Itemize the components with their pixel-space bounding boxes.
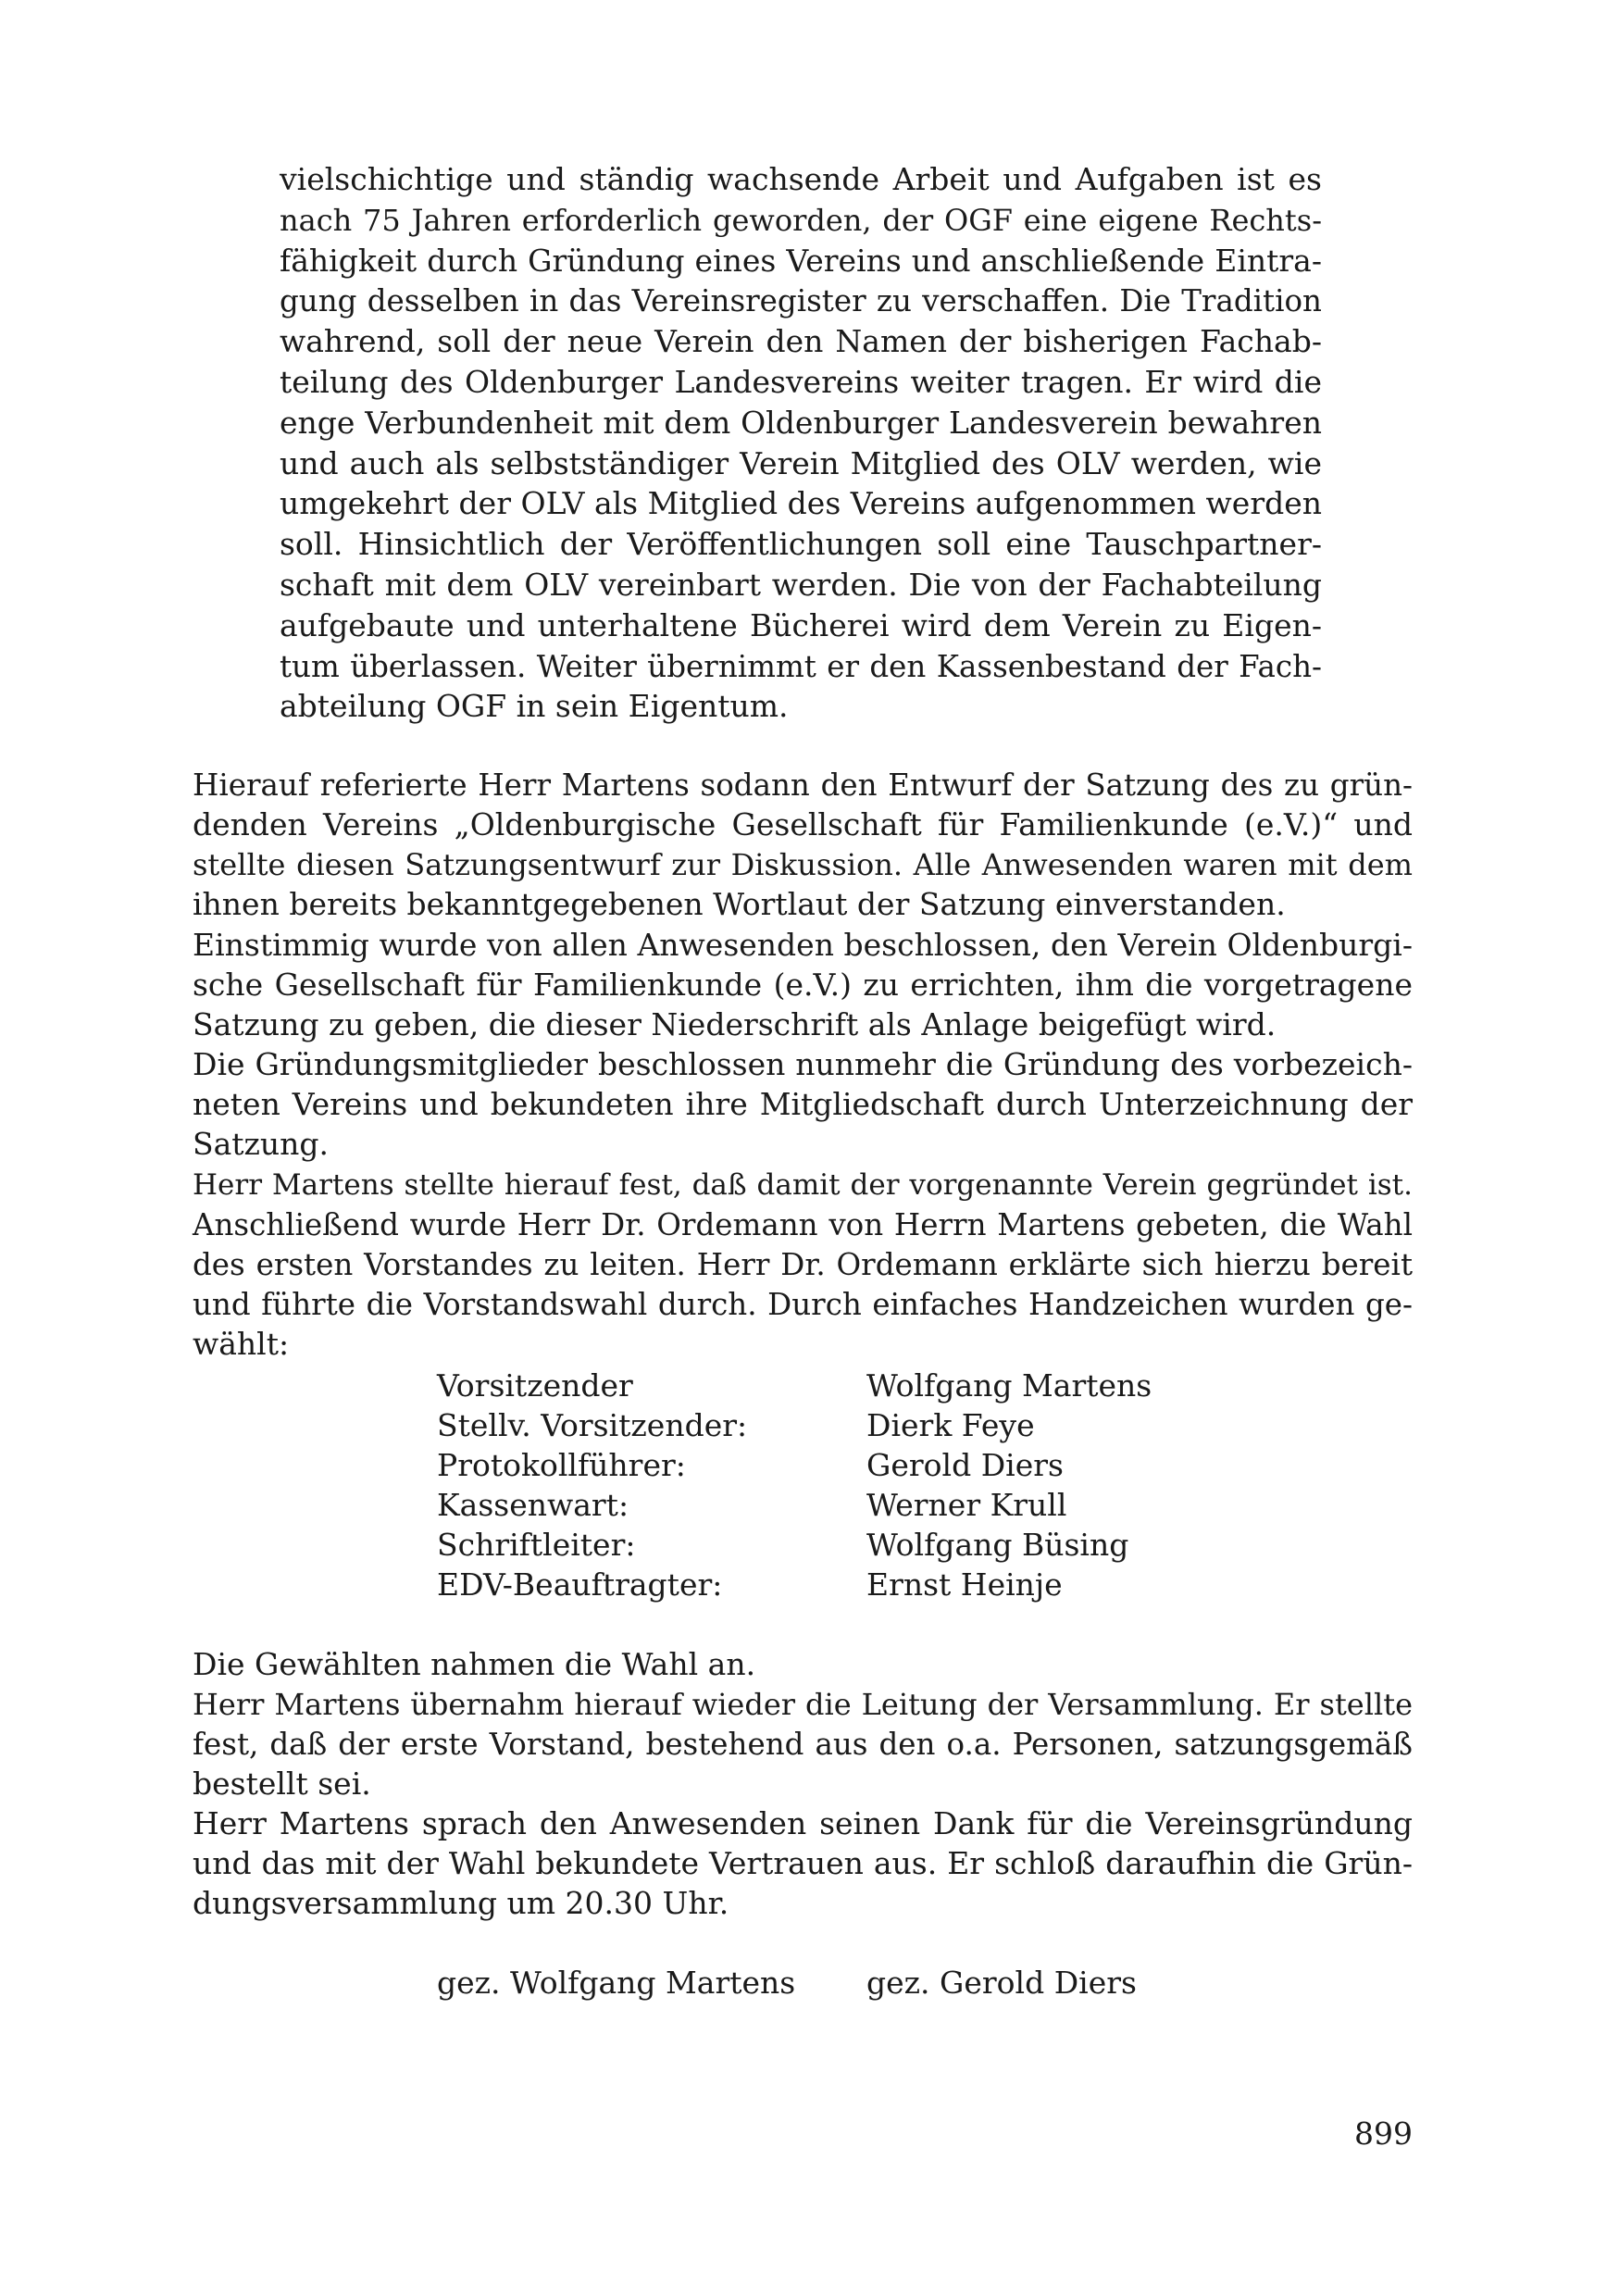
text-line: nach 75 Jahren erforderlich geworden, der OGF eine eigene Rechts- <box>280 203 1322 238</box>
text-line: ihnen bereits bekanntgegebenen Wortlaut der Satzung einverstanden. <box>193 886 1286 922</box>
signature-martens: gez. Wolfgang Martens <box>437 1965 796 2001</box>
text-line: Satzung. <box>193 1126 330 1162</box>
text-line: umgekehrt der OLV als Mitglied des Vereins aufgenommen werden <box>280 485 1322 521</box>
board-member-name: Wolfgang Büsing <box>866 1527 1129 1563</box>
board-member-name: Werner Krull <box>866 1487 1067 1523</box>
text-line: denden Vereins „Oldenburgische Gesellschaft für Familienkunde (e.V.)“ und <box>193 806 1413 842</box>
text-line: wahrend, soll der neue Verein den Namen der bisherigen Fachab- <box>280 323 1322 359</box>
board-member-name: Ernst Heinje <box>866 1566 1063 1603</box>
text-line: abteilung OGF in sein Eigentum. <box>280 688 789 724</box>
board-role: EDV-Beauftragter: <box>437 1566 723 1603</box>
text-line: dungsversammlung um 20.30 Uhr. <box>193 1885 729 1921</box>
text-line: Anschließend wurde Herr Dr. Ordemann von Herrn Martens gebeten, die Wahl <box>193 1207 1413 1242</box>
board-role: Protokollführer: <box>437 1447 686 1483</box>
text-line: Die Gewählten nahmen die Wahl an. <box>193 1646 756 1682</box>
board-member-name: Wolfgang Martens <box>866 1367 1152 1404</box>
text-line: des ersten Vorstandes zu leiten. Herr Dr. Ordemann erklärte sich hierzu bereit <box>193 1247 1413 1282</box>
text-line: Die Gründungsmitglieder beschlossen nunmehr die Gründung des vorbezeich- <box>193 1046 1413 1082</box>
text-line: Hierauf referierte Herr Martens sodann den Entwurf der Satzung des zu grün- <box>193 767 1413 803</box>
text-line: und führte die Vorstandswahl durch. Durch einfaches Handzeichen wurden ge- <box>193 1287 1413 1322</box>
text-line: aufgebaute und unterhaltene Bücherei wird dem Verein zu Eigen- <box>280 607 1322 643</box>
board-member-name: Gerold Diers <box>866 1447 1064 1483</box>
board-role: Vorsitzender <box>437 1367 633 1404</box>
text-line: gung desselben in das Vereinsregister zu verschaffen. Die Tradition <box>280 283 1322 318</box>
text-line: Herr Martens sprach den Anwesenden seinen Dank für die Vereinsgründung <box>193 1805 1413 1841</box>
text-line: fest, daß der erste Vorstand, bestehend aus den o.a. Personen, satzungsgemäß <box>193 1727 1413 1762</box>
text-line: tum überlassen. Weiter übernimmt er den Kassenbestand der Fach- <box>280 649 1322 684</box>
text-line: soll. Hinsichtlich der Veröffentlichungen soll eine Tauschpartner- <box>280 526 1322 562</box>
text-line: sche Gesellschaft für Familienkunde (e.V.) zu errichten, ihm die vorgetragene <box>193 967 1413 1003</box>
text-line: und auch als selbstständiger Verein Mitglied des OLV werden, wie <box>280 445 1322 481</box>
text-line: bestellt sei. <box>193 1766 371 1802</box>
text-line: und das mit der Wahl bekundete Vertrauen aus. Er schloß daraufhin die Grün- <box>193 1845 1413 1881</box>
signature-diers: gez. Gerold Diers <box>866 1965 1137 2001</box>
text-line: Herr Martens stellte hierauf fest, daß damit der vorgenannte Verein gegründet ist. <box>193 1168 1413 1202</box>
text-line: teilung des Oldenburger Landesvereins weiter tragen. Er wird die <box>280 364 1322 400</box>
text-line: Herr Martens übernahm hierauf wieder die Leitung der Versammlung. Er stellte <box>193 1687 1413 1722</box>
text-line: Satzung zu geben, die dieser Niederschrift als Anlage beigefügt wird. <box>193 1006 1277 1042</box>
text-line: vielschichtige und ständig wachsende Arbeit und Aufgaben ist es <box>280 161 1322 197</box>
board-role: Schriftleiter: <box>437 1527 636 1563</box>
text-line: enge Verbundenheit mit dem Oldenburger Landesverein bewahren <box>280 405 1322 441</box>
text-line: neten Vereins und bekundeten ihre Mitgliedschaft durch Unterzeichnung der <box>193 1086 1413 1122</box>
text-line: Einstimmig wurde von allen Anwesenden beschlossen, den Verein Oldenburgi- <box>193 927 1413 963</box>
board-member-name: Dierk Feye <box>866 1407 1035 1443</box>
board-role: Kassenwart: <box>437 1487 629 1523</box>
board-role: Stellv. Vorsitzender: <box>437 1407 748 1443</box>
text-line: stellte diesen Satzungsentwurf zur Diskussion. Alle Anwesenden waren mit dem <box>193 847 1413 882</box>
text-line: schaft mit dem OLV vereinbart werden. Die von der Fachabteilung <box>280 567 1322 603</box>
page-number: 899 <box>1354 2115 1413 2152</box>
text-line: fähigkeit durch Gründung eines Vereins und anschließende Eintra- <box>280 243 1322 279</box>
text-line: wählt: <box>193 1326 290 1362</box>
